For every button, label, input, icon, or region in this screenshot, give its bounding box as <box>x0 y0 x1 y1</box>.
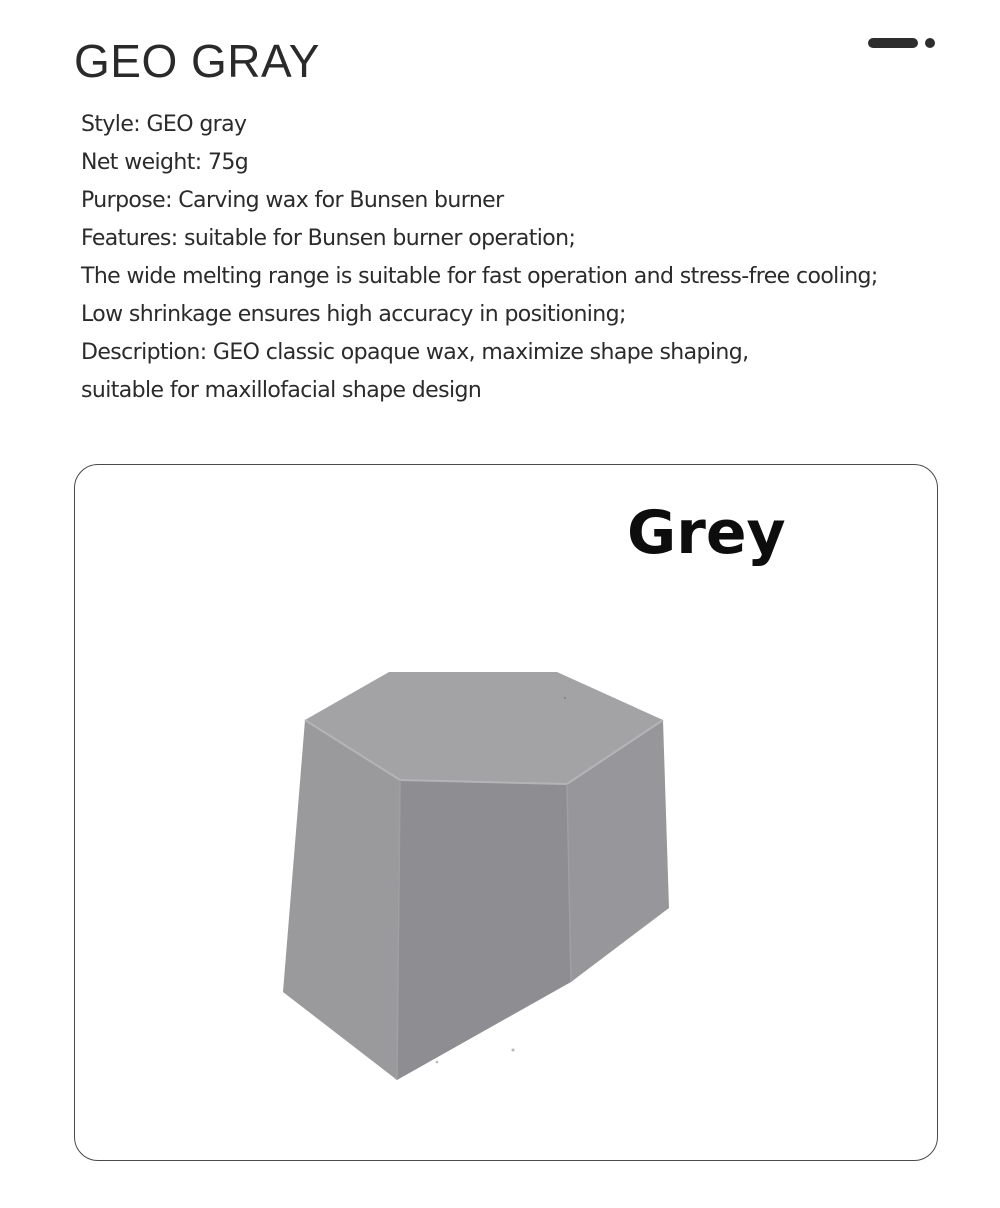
indicator-bar <box>868 38 918 48</box>
spec-net-weight: Net weight: 75g <box>81 150 249 175</box>
indicator-dot <box>925 38 935 48</box>
wax-block-image <box>275 670 675 1090</box>
wax-speck <box>564 697 566 699</box>
page-title: GEO GRAY <box>74 35 320 87</box>
spec-melting-range: The wide melting range is suitable for fast operation and stress-free cooling; <box>81 264 878 289</box>
wax-left-face <box>283 720 400 1080</box>
spec-style: Style: GEO gray <box>81 112 247 137</box>
wax-speck <box>512 1049 515 1052</box>
spec-features: Features: suitable for Bunsen burner operation; <box>81 226 576 251</box>
spec-purpose: Purpose: Carving wax for Bunsen burner <box>81 188 504 213</box>
spec-description-cont: suitable for maxillofacial shape design <box>81 378 482 403</box>
pagination-indicator <box>868 37 936 49</box>
spec-description: Description: GEO classic opaque wax, maximize shape shaping, <box>81 340 749 365</box>
wax-front-face <box>397 780 571 1080</box>
spec-shrinkage: Low shrinkage ensures high accuracy in positioning; <box>81 302 626 327</box>
spec-list <box>81 106 878 410</box>
product-image-card <box>74 464 938 1161</box>
color-label: Grey <box>627 498 786 568</box>
wax-speck <box>436 1061 439 1064</box>
